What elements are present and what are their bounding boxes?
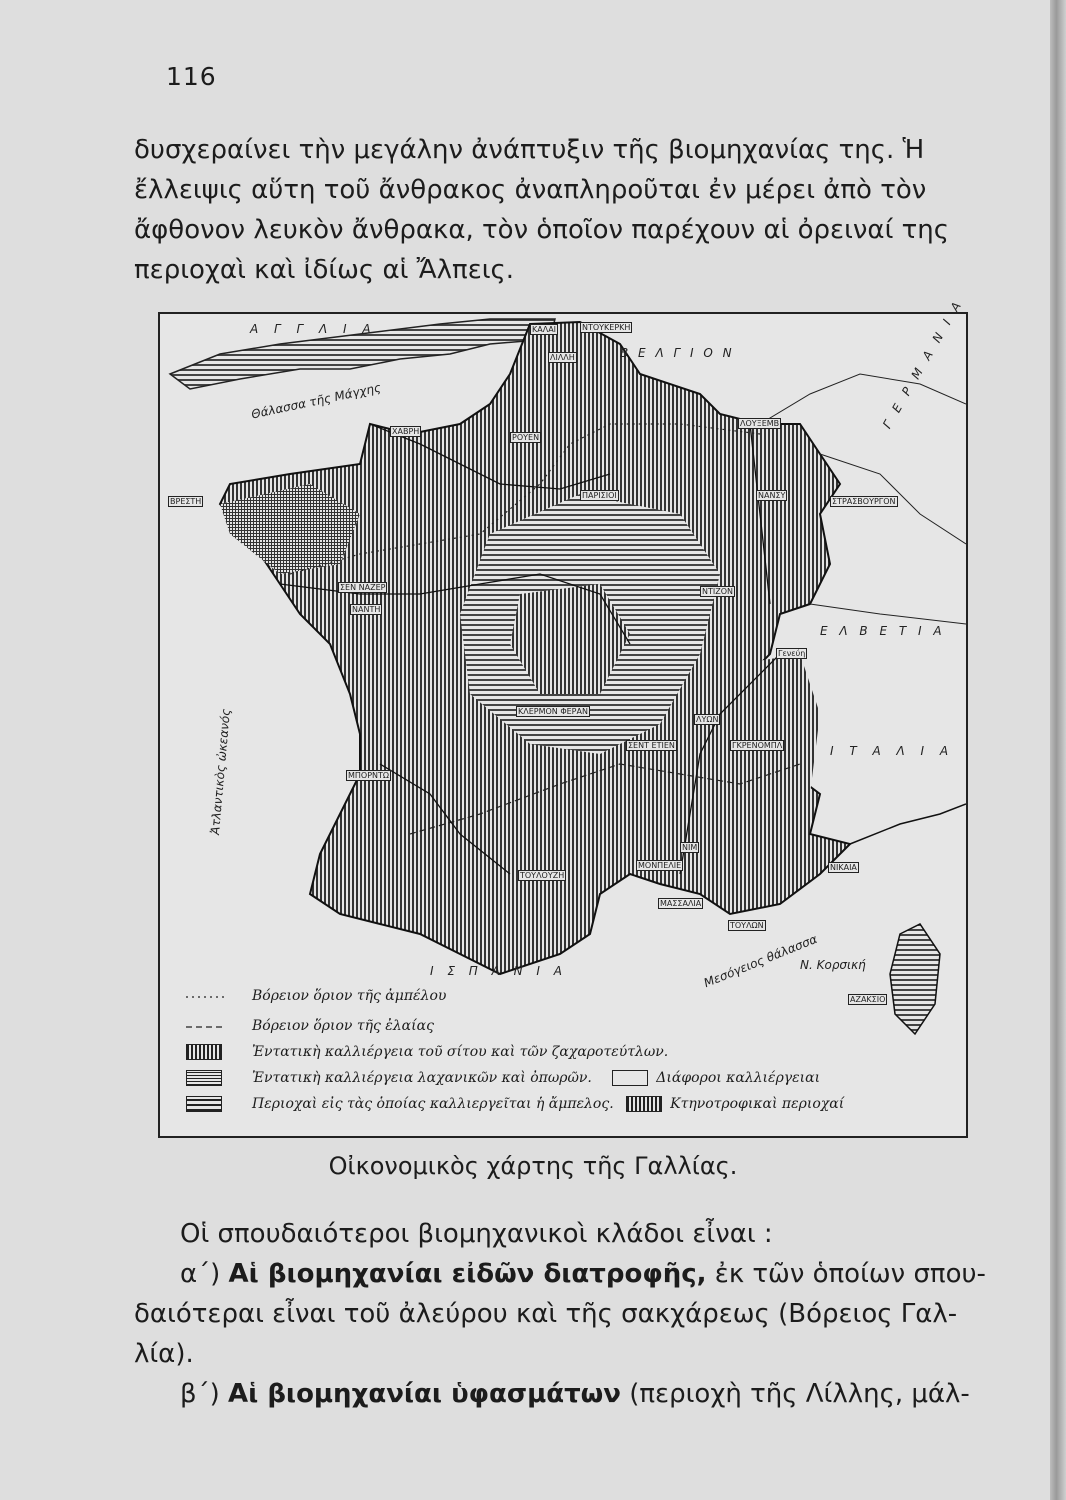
item-heading: Αἱ βιομηχανίαι εἰδῶν διατροφῆς, <box>228 1259 707 1289</box>
legend-olive-limit <box>186 1018 434 1034</box>
city-label: ΡΟΥΕΝ <box>512 433 540 442</box>
legend-vine-limit <box>186 988 446 1004</box>
item-text: ἐκ τῶν ὁποίων σπου- <box>706 1259 986 1289</box>
city-label: ΜΑΣΣΑΛΙΑ <box>660 899 702 908</box>
text-line: ἔλλειψις αὕτη τοῦ ἄνθρακος ἀναπληροῦται ἐν μέρει ἀπὸ τὸν <box>134 175 927 205</box>
legend-text: Ἐντατικὴ καλλιέργεια τοῦ σίτου καὶ τῶν ζαχαροτεύτλων. <box>252 1044 669 1060</box>
city-label: ΤΟΥΛΩΝ <box>730 921 764 930</box>
city-label: ΒΡΕΣΤΗ <box>170 497 202 506</box>
text-line-item-b <box>180 1374 1060 1414</box>
page-number: 116 <box>166 62 217 91</box>
text-line: λία). <box>134 1339 194 1369</box>
label-belgium: Β Ε Λ Γ Ι Ο Ν <box>620 346 735 360</box>
economic-map-of-france <box>158 296 968 1138</box>
city-label: ΓΚΡΕΝΟΜΠΛ <box>732 741 783 750</box>
legend-swatch <box>612 1070 648 1086</box>
city-label: ΝΙΚΑΙΑ <box>830 863 857 872</box>
city-label: ΛΥΩΝ <box>696 715 719 724</box>
label-germany: Γ Ε Ρ Μ Α Ν Ι Α <box>880 296 966 431</box>
text-line-item-a <box>180 1254 1060 1294</box>
legend-vegetables <box>186 1070 820 1086</box>
label-england: Α Γ Γ Λ Ι Α <box>250 322 377 336</box>
legend-text: Κτηνοτροφικαὶ περιοχαί <box>670 1096 845 1112</box>
city-label: ΣΕΝ ΝΑΖΕΡ <box>340 583 386 592</box>
text-line: Οἱ σπουδαιότεροι βιομηχανικοὶ κλάδοι εἶναι : <box>180 1219 773 1249</box>
city-label: ΝΑΝΣΥ <box>758 491 786 500</box>
page-edge <box>1050 0 1066 1500</box>
label-italy: Ι Τ Α Λ Ι Α <box>830 744 955 758</box>
city-label: ΣΤΡΑΣΒΟΥΡΓΟΝ <box>832 497 896 506</box>
legend-text: Βόρειον ὅριον τῆς ἐλαίας <box>252 1018 434 1034</box>
city-label: ΤΟΥΛΟΥΖΗ <box>520 871 565 880</box>
legend-swatch <box>186 1044 222 1060</box>
legend-swatch <box>186 1096 222 1112</box>
city-label: ΣΕΝΤ ΕΤΙΕΝ <box>628 741 675 750</box>
map-caption: Οἰκονομικὸς χάρτης τῆς Γαλλίας. <box>328 1152 738 1180</box>
corsica-island <box>890 924 940 1034</box>
city-label: ΑΖΑΚΣΙΟ <box>850 995 886 1004</box>
legend-vine <box>186 1096 844 1112</box>
label-atlantic: Ἀτλαντικὸς ὠκεανός <box>208 708 233 836</box>
city-label: Ν. Κορσική <box>800 958 866 972</box>
text-line: δαιότεραι εἶναι τοῦ ἀλεύρου καὶ τῆς σακχάρεως (Βόρειος Γαλ- <box>134 1299 958 1329</box>
city-label: ΝΤΟΥΚΕΡΚΗ <box>582 323 631 332</box>
item-prefix: α΄) <box>180 1259 229 1289</box>
city-label: ΜΟΝΠΕΛΙΕ <box>638 861 682 870</box>
city-label: ΚΛΕΡΜΟΝ ΦΕΡΑΝ <box>518 707 588 716</box>
legend-text: Διάφοροι καλλιέργειαι <box>656 1070 821 1086</box>
italy-coast <box>850 804 966 844</box>
city-label: ΛΙΛΛΗ <box>550 353 575 362</box>
border-line <box>760 374 966 424</box>
border-line <box>810 604 966 624</box>
legend-text: Ἐντατικὴ καλλιέργεια λαχανικῶν καὶ ὀπωρῶν. <box>252 1070 592 1086</box>
item-prefix: β΄) <box>180 1379 229 1409</box>
text-line: περιοχαὶ καὶ ἰδίως αἱ Ἄλπεις. <box>134 255 515 285</box>
label-channel: Θάλασσα τῆς Μάγχης <box>249 380 383 422</box>
city-label: Γενεύη <box>778 649 806 658</box>
city-label: ΠΑΡΙΣΙΟΙ <box>582 491 617 500</box>
text-line: ἄφθονον λευκὸν ἄνθρακα, τὸν ὁποῖον παρέχουν αἱ ὀρειναί της <box>134 215 950 245</box>
city-label: ΝΤΙΖΟΝ <box>702 587 733 596</box>
item-heading: Αἱ βιομηχανίαι ὑφασμάτων <box>228 1379 621 1409</box>
city-label: ΚΑΛΑΙ <box>532 325 557 334</box>
label-switzerland: Ε Λ Β Ε Τ Ι Α <box>820 624 946 638</box>
city-label: ΛΟΥΞΕΜΒ <box>740 419 780 428</box>
legend-swatch <box>626 1096 662 1112</box>
label-mediterranean: Μεσόγειος θάλασσα <box>701 931 820 991</box>
label-spain: Ι Σ Π Α Ν Ι Α <box>430 964 567 978</box>
item-text: (περιοχὴ τῆς Λίλλης, μάλ- <box>621 1379 970 1409</box>
legend-text: Βόρειον ὅριον τῆς ἀμπέλου <box>252 988 447 1004</box>
legend-text: Περιοχαὶ εἰς τὰς ὁποίας καλλιεργεῖται ἡ ἄμπελος. <box>252 1096 614 1112</box>
legend-swatch <box>186 1070 222 1086</box>
city-label: ΜΠΟΡΝΤΩ <box>348 771 390 780</box>
city-label: ΝΙΜ <box>682 843 698 852</box>
city-label: ΝΑΝΤΗ <box>352 605 381 614</box>
map-drawing <box>160 314 966 1136</box>
text-line: δυσχεραίνει τὴν μεγάλην ἀνάπτυξιν τῆς βιομηχανίας της. Ἡ <box>134 135 925 165</box>
legend-wheat <box>186 1044 668 1060</box>
city-label: ΧΑΒΡΗ <box>392 427 420 436</box>
